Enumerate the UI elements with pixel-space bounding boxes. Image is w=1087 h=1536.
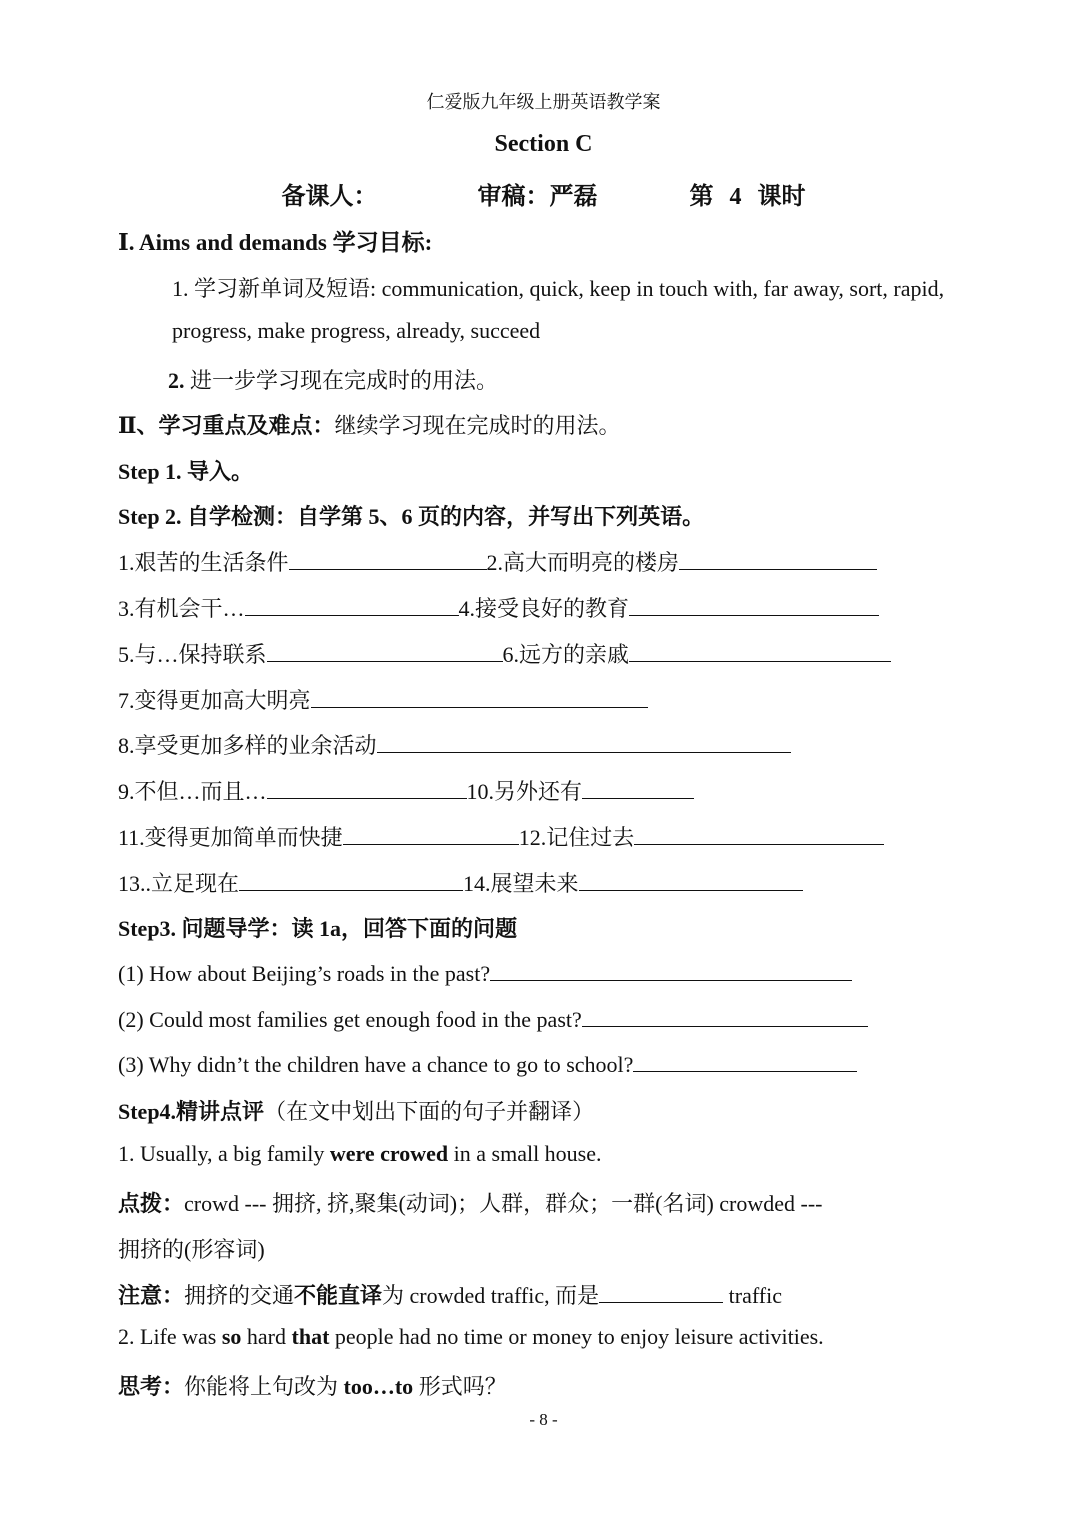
step-4 — [118, 1095, 1087, 1126]
vocab-row — [118, 729, 1087, 760]
lesson-number: 4 — [729, 184, 742, 210]
question — [118, 958, 1087, 987]
sentence-1-start: 1. Usually, a big family — [118, 1141, 330, 1166]
sentence-2 — [118, 1324, 1087, 1350]
think-end: 形式吗？ — [413, 1374, 507, 1399]
think-highlight: too…to — [343, 1374, 414, 1399]
answer-blank[interactable] — [267, 776, 467, 799]
answer-blank[interactable] — [377, 730, 791, 753]
sentence-1 — [118, 1141, 1087, 1167]
vocab-item: 7.变得更加高大明亮 — [118, 688, 311, 713]
key-points-label: Ⅱ、学习重点及难点： — [118, 413, 335, 438]
vocab-row — [118, 592, 1087, 623]
vocab-row — [118, 546, 1087, 577]
think — [118, 1370, 1087, 1401]
answer-blank[interactable] — [599, 1280, 723, 1303]
vocab-item: 11.变得更加简单而快捷 — [118, 825, 343, 850]
lesson-suffix: 课时 — [757, 184, 806, 210]
aims-item-1 — [172, 272, 1087, 303]
step-1: Step 1. 导入。 — [118, 459, 254, 484]
think-label: 思考： — [118, 1374, 185, 1399]
answer-blank[interactable] — [629, 593, 879, 616]
answer-blank[interactable] — [579, 868, 803, 891]
answer-blank[interactable] — [634, 822, 884, 845]
vocab-item: 12.记住过去 — [518, 825, 635, 850]
key-points-text: 继续学习现在完成时的用法。 — [334, 413, 621, 438]
vocab-item: 5.与…保持联系 — [118, 642, 267, 667]
section-title: Section C — [494, 131, 593, 157]
aims-heading: Ⅰ. Aims and demands 学习目标: — [118, 230, 433, 255]
notice-middle: 为 crowded traffic, 而是 — [382, 1283, 600, 1308]
preparer-label: 备课人： — [281, 184, 378, 210]
tip-line-1 — [118, 1187, 1087, 1218]
vocab-item: 8.享受更加多样的业余活动 — [118, 733, 377, 758]
answer-blank[interactable] — [582, 776, 694, 799]
aims-item-2-number: 2. — [168, 368, 185, 393]
step-4-note: （在文中划出下面的句子并翻译） — [264, 1099, 595, 1124]
vocab-item: 14.展望未来 — [463, 871, 579, 896]
answer-blank[interactable] — [490, 958, 852, 981]
vocab-item: 13..立足现在 — [118, 871, 240, 896]
aims-item-1-words: communication, quick, keep in touch with, far away, sort, rapid, — [381, 276, 945, 301]
sentence-1-highlight: were crowed — [329, 1141, 449, 1166]
vocab-row — [118, 867, 1087, 898]
answer-blank[interactable] — [633, 1049, 857, 1072]
question — [118, 1004, 1087, 1033]
lesson-prefix: 第 — [689, 184, 714, 210]
answer-blank[interactable] — [267, 639, 503, 662]
vocab-row — [118, 684, 1087, 715]
answer-blank[interactable] — [245, 593, 459, 616]
vocab-item: 6.远方的亲戚 — [502, 642, 630, 667]
aims-item-1-prefix: 1. 学习新单词及短语: — [172, 276, 382, 301]
tip-line-2: 拥挤的(形容词) — [118, 1237, 265, 1262]
sentence-1-end: in a small house. — [448, 1141, 602, 1166]
answer-blank[interactable] — [679, 547, 877, 570]
vocab-item: 4.接受良好的教育 — [458, 596, 630, 621]
lesson-meta — [0, 176, 1087, 211]
aims-item-1-continued: progress, make progress, already, succeed — [172, 318, 541, 343]
answer-blank[interactable] — [343, 822, 519, 845]
vocab-item: 9.不但…而且… — [118, 779, 267, 804]
question-text: (1) How about Beijing’s roads in the past? — [118, 961, 491, 986]
step-3: Step3. 问题导学：读 1a，回答下面的问题 — [118, 916, 518, 941]
sentence-2-end: people had no time or money to enjoy leisure activities. — [329, 1324, 824, 1349]
notice — [118, 1279, 1087, 1310]
notice-highlight: 不能直译 — [294, 1283, 383, 1308]
sentence-2-so: so — [221, 1324, 242, 1349]
question — [118, 1049, 1087, 1078]
notice-end: traffic — [723, 1283, 782, 1308]
aims-item-2 — [168, 364, 1087, 395]
vocab-item: 2.高大而明亮的楼房 — [486, 550, 680, 575]
answer-blank[interactable] — [582, 1004, 868, 1027]
document-header: 仁爱版九年级上册英语教学案 — [426, 92, 661, 112]
notice-label: 注意： — [118, 1283, 185, 1308]
think-start: 你能将上句改为 — [184, 1374, 344, 1399]
page-number: - 8 - — [529, 1410, 558, 1429]
answer-blank[interactable] — [311, 685, 648, 708]
reviewer-label: 审稿：严磊 — [477, 184, 598, 210]
vocab-item: 3.有机会干… — [118, 596, 245, 621]
vocab-item: 1.艰苦的生活条件 — [118, 550, 289, 575]
sentence-2-start: 2. Life was — [118, 1324, 222, 1349]
step-4-label: Step4.精讲点评 — [118, 1099, 265, 1124]
aims-item-2-text: 进一步学习现在完成时的用法。 — [184, 368, 499, 393]
key-points — [118, 409, 1087, 440]
notice-start: 拥挤的交通 — [184, 1283, 295, 1308]
question-text: (2) Could most families get enough food in the past? — [118, 1007, 582, 1032]
tip-label: 点拨： — [118, 1191, 185, 1216]
tip-text: crowd --- 拥挤, 挤,聚集(动词)；人群，群众；一群(名词) crowded --- — [184, 1191, 823, 1216]
vocab-item: 10.另外还有 — [466, 779, 583, 804]
question-text: (3) Why didn’t the children have a chance to go to school? — [118, 1052, 634, 1077]
sentence-2-that: that — [291, 1324, 330, 1349]
vocab-row — [118, 638, 1087, 669]
sentence-2-middle: hard — [241, 1324, 292, 1349]
step-2: Step 2. 自学检测：自学第 5、6 页的内容，并写出下列英语。 — [118, 504, 705, 529]
answer-blank[interactable] — [239, 868, 463, 891]
answer-blank[interactable] — [629, 639, 891, 662]
vocab-row — [118, 775, 1087, 806]
answer-blank[interactable] — [289, 547, 487, 570]
vocab-row — [118, 821, 1087, 852]
